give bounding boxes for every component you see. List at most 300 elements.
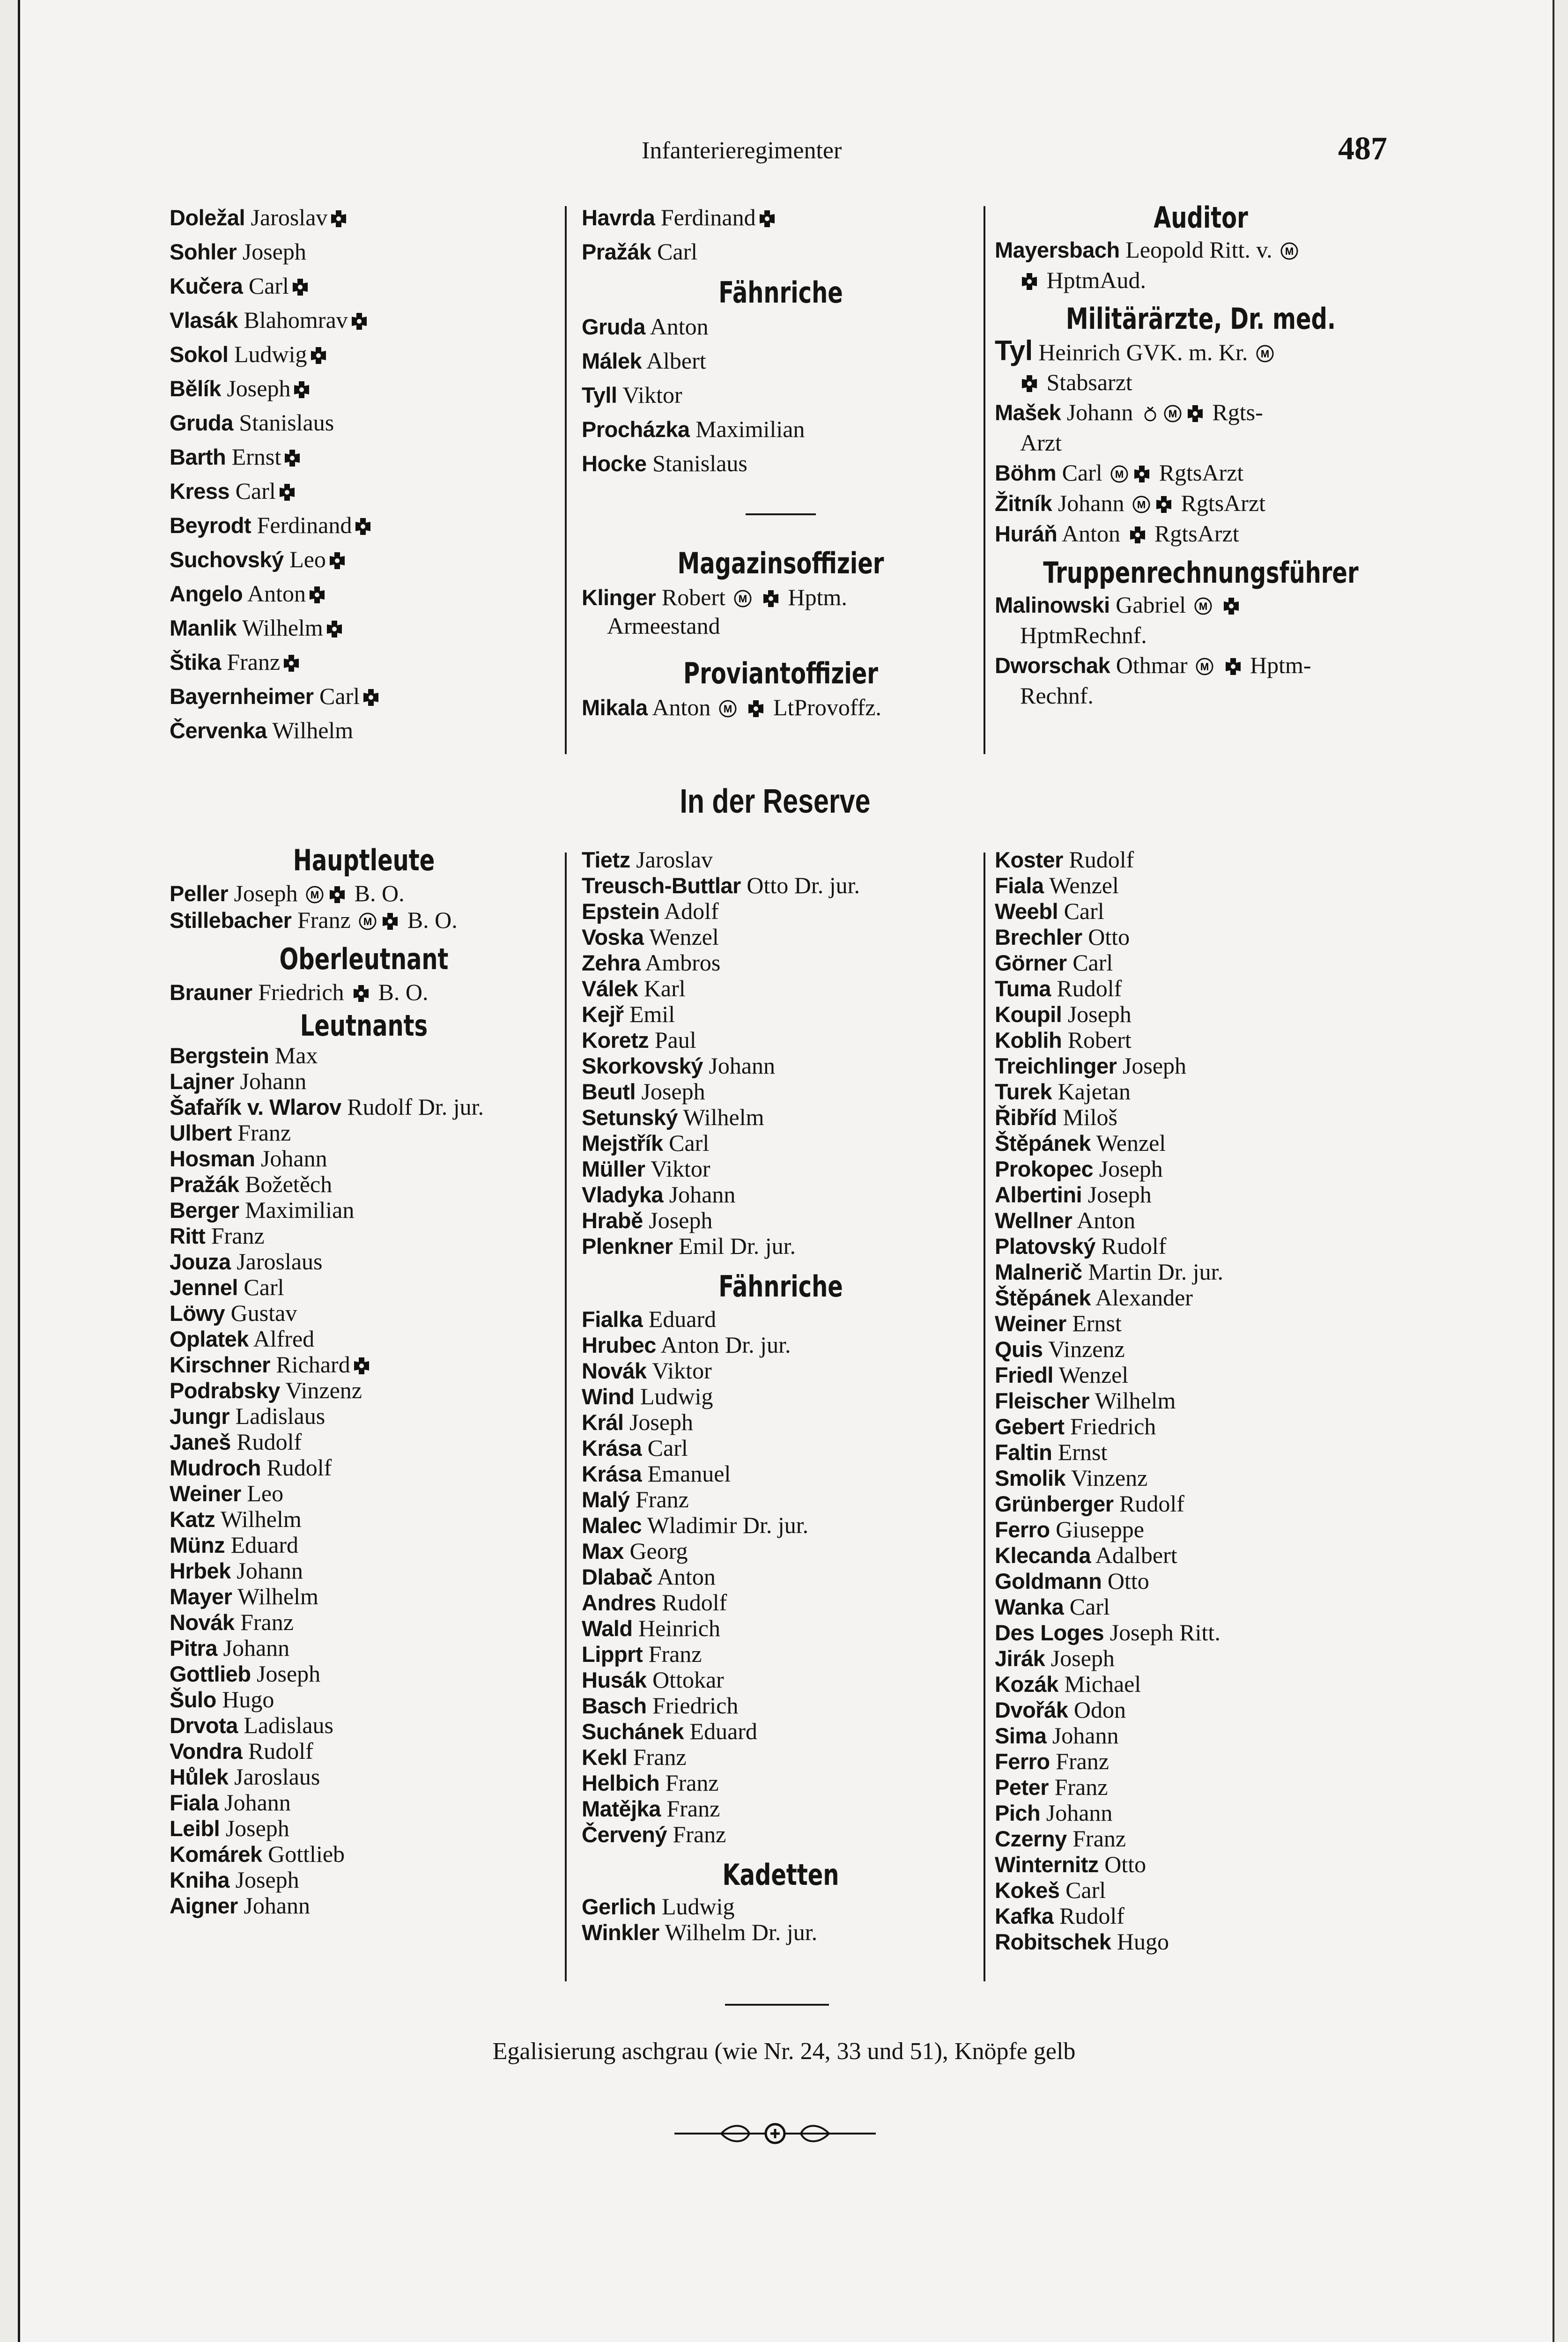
column-1-active-list [170, 200, 558, 748]
given-name: Stanislaus [233, 409, 334, 436]
list-entry [995, 1156, 1407, 1182]
given-name: Max [269, 1042, 318, 1068]
list-entry [170, 1352, 558, 1378]
merit-cross-icon [291, 278, 310, 296]
surname: Kozák [995, 1672, 1058, 1697]
list-entry [582, 898, 980, 924]
list-entry [995, 924, 1407, 950]
given-name: Eduard [225, 1532, 298, 1558]
section-heading-hauptleute: Hauptleute [293, 843, 435, 877]
medal-m-icon [1132, 495, 1151, 514]
merit-cross-icon [329, 209, 348, 228]
status: B. O. [401, 907, 458, 933]
surname: Drvota [170, 1713, 238, 1738]
merit-cross-icon [1186, 404, 1205, 423]
list-entry [582, 1487, 980, 1512]
list-entry [170, 1043, 558, 1068]
given-name: Leo [283, 546, 326, 572]
list-entry [995, 1233, 1407, 1259]
list-entry [995, 1130, 1407, 1156]
column-2-active [582, 200, 980, 725]
surname: Helbich [582, 1771, 660, 1795]
given-name: Božetěch [239, 1171, 333, 1197]
surname: Fialka [582, 1307, 643, 1332]
given-name: Albert [642, 348, 706, 374]
given-name: Vinzenz [1065, 1465, 1148, 1491]
column-rule [565, 206, 567, 754]
given-name: Carl [1064, 1593, 1110, 1620]
given-name: Emil Dr. jur. [673, 1233, 796, 1259]
list-entry [170, 406, 558, 440]
given-name: Otto [1098, 1851, 1146, 1877]
list-entry [582, 1744, 980, 1770]
rank-cont: Arzt [1020, 430, 1062, 456]
surname: Tyll [582, 383, 617, 408]
list-entry [170, 235, 558, 269]
svg-text:M: M [1260, 348, 1270, 360]
given-name: Anton [1057, 520, 1121, 547]
surname: Malinowski [995, 593, 1110, 617]
list-entry [582, 1641, 980, 1667]
given-name: Eduard [643, 1306, 717, 1332]
surname: Krása [582, 1436, 642, 1460]
list-entry [995, 898, 1407, 924]
list-entry [995, 1542, 1407, 1568]
proviant-entry [582, 690, 980, 725]
surname: Suchánek [582, 1719, 684, 1744]
given-name: Joseph [623, 1409, 694, 1435]
bell-decoration-icon [1141, 404, 1160, 423]
list-entry [582, 1719, 980, 1744]
list-entry [170, 1506, 558, 1532]
list-entry [170, 1687, 558, 1712]
list-entry [995, 1104, 1407, 1130]
section-heading-kadetten: Kadetten [722, 1858, 839, 1892]
given-name: Jaroslaus [230, 1248, 323, 1275]
surname: Jirák [995, 1646, 1045, 1671]
surname: Müller [582, 1156, 645, 1181]
surname: Janeš [170, 1430, 231, 1454]
list-entry [170, 1635, 558, 1661]
section-heading-faehnriche: Fähnriche [718, 275, 843, 310]
list-entry [995, 873, 1407, 898]
given-name: Kajetan [1052, 1078, 1131, 1104]
given-name: Joseph [636, 1078, 705, 1104]
given-name: Joseph [237, 238, 306, 265]
column-3-staff [995, 200, 1407, 711]
column-rule [984, 206, 985, 754]
list-entry [582, 378, 980, 412]
given-name: Joseph [1117, 1052, 1187, 1079]
merit-cross-icon [309, 346, 328, 365]
surname: Brechler [995, 925, 1082, 949]
surname: Skorkovský [582, 1053, 703, 1078]
given-name: Joseph [1082, 1181, 1152, 1208]
surname: Grünberger [995, 1491, 1114, 1516]
given-name: Ottokar [646, 1667, 724, 1693]
given-name: Rudolf [656, 1589, 727, 1616]
section-heading-truppenrechnungsfuehrer: Truppenrechnungsführer [1043, 556, 1359, 590]
list-entry [582, 446, 980, 481]
svg-text:M: M [363, 916, 372, 927]
given-name: Carl [229, 478, 276, 504]
column-1-reserve [170, 843, 558, 1919]
given-name: Ladislaus [229, 1403, 325, 1429]
list-entry [995, 1208, 1407, 1233]
given-name: Anton [645, 313, 709, 340]
given-name: Wilhelm [215, 1506, 302, 1532]
surname: Gottlieb [170, 1661, 251, 1686]
section-divider [725, 2004, 829, 2006]
given-name: Johann [663, 1181, 736, 1208]
merit-cross-icon [350, 312, 369, 331]
list-entry [995, 1800, 1407, 1826]
merit-cross-icon [292, 380, 311, 399]
column-3-reserve [995, 847, 1407, 1955]
section-heading-proviantoffizier: Proviantoffizier [683, 656, 878, 690]
surname: Hosman [170, 1146, 255, 1171]
reserve-heading: In der Reserve [680, 783, 871, 820]
list-entry [170, 1429, 558, 1455]
surname: Platovský [995, 1234, 1095, 1259]
list-entry [170, 1738, 558, 1764]
list-entry [582, 1156, 980, 1182]
given-name: Franz [643, 1641, 702, 1667]
given-name: Blahomrav [237, 307, 348, 333]
list-entry [170, 713, 558, 748]
surname: Koblih [995, 1028, 1062, 1052]
given-name: Otto Dr. jur. [740, 872, 860, 898]
surname: Wind [582, 1384, 635, 1409]
list-entry [582, 1409, 980, 1435]
medal-m-icon [1163, 404, 1182, 423]
merit-cross-icon [1224, 657, 1243, 676]
given-name: Martin Dr. jur. [1082, 1259, 1224, 1285]
surname: Münz [170, 1533, 225, 1557]
list-entry [995, 1671, 1407, 1697]
rank: RgtsArzt [1153, 460, 1244, 486]
merit-cross-icon [352, 1356, 371, 1375]
medal-m-icon [733, 589, 752, 608]
given-name: Ernst [1066, 1310, 1122, 1336]
given-name: Johann [234, 1068, 307, 1094]
list-entry [170, 1712, 558, 1738]
given-name: Gustav [225, 1300, 297, 1326]
surname: Doležal [170, 205, 245, 230]
surname: Pich [995, 1801, 1041, 1825]
surname: Wellner [995, 1208, 1072, 1233]
list-entry [170, 1403, 558, 1429]
given-name: Joseph [251, 1660, 321, 1687]
given-name: Viktor [646, 1357, 712, 1384]
list-entry [170, 200, 558, 235]
auditor-entry [995, 235, 1407, 295]
svg-text:M: M [1200, 661, 1209, 673]
list-entry [995, 1259, 1407, 1285]
list-entry [995, 1465, 1407, 1491]
surname: Wald [582, 1616, 633, 1641]
list-entry [582, 1079, 980, 1104]
surname: Málek [582, 348, 642, 373]
surname: Plenkner [582, 1234, 673, 1259]
list-entry [582, 1358, 980, 1384]
status: B. O. [348, 880, 405, 906]
given-name: Carl [313, 683, 360, 709]
merit-cross-icon [747, 699, 765, 718]
given-name: Wladimir Dr. jur. [642, 1512, 809, 1538]
surname: Gruda [170, 410, 233, 435]
surname: Gerlich [582, 1894, 656, 1919]
list-entry [170, 1171, 558, 1197]
surname: Pražák [170, 1172, 239, 1197]
merit-cross-icon [362, 688, 380, 707]
given-name: Odon [1068, 1697, 1126, 1723]
surname: Brauner [170, 980, 252, 1005]
surname: Hůlek [170, 1764, 229, 1789]
given-name: Anton [647, 694, 711, 720]
aerzte-entry [995, 458, 1407, 488]
surname: Žitník [995, 491, 1052, 516]
given-name: Ambros [640, 949, 721, 976]
surname: Dvořák [995, 1697, 1068, 1722]
list-entry [995, 1001, 1407, 1027]
given-name: Otto [1082, 924, 1130, 950]
given-name: Leopold Ritt. v. [1119, 237, 1272, 263]
surname: Wanka [995, 1594, 1064, 1619]
given-name: Ernst [226, 444, 281, 470]
surname: Štěpánek [995, 1285, 1091, 1310]
given-name: Joseph [229, 1867, 299, 1893]
rank: HptmAud. [1041, 267, 1146, 293]
given-name: Friedrich [646, 1692, 739, 1719]
list-entry [170, 508, 558, 542]
given-name: Franz [660, 1795, 720, 1822]
list-entry [170, 679, 558, 713]
list-entry [582, 1130, 980, 1156]
given-name: Johann [1052, 490, 1124, 516]
list-entry [582, 344, 980, 378]
list-entry [995, 1311, 1407, 1336]
given-name: Eduard [684, 1718, 757, 1744]
given-name: Carl [663, 1130, 710, 1156]
surname: Hrabě [582, 1208, 643, 1233]
surname: Koster [995, 847, 1063, 872]
surname: Bělík [170, 376, 221, 401]
list-entry [995, 1723, 1407, 1749]
given-name: Miloš [1057, 1104, 1117, 1130]
surname: Hocke [582, 451, 647, 476]
surname: Setunský [582, 1105, 678, 1130]
surname: Kejř [582, 1002, 624, 1027]
list-entry [170, 1558, 558, 1584]
surname: Stillebacher [170, 908, 292, 933]
surname: Kokeš [995, 1878, 1060, 1903]
given-name: Anton Dr. jur. [656, 1332, 791, 1358]
surname: Beyrodt [170, 513, 251, 538]
surname: Czerny [995, 1826, 1067, 1851]
surname: Mudroch [170, 1455, 261, 1480]
given-name: Johann [703, 1052, 776, 1079]
list-entry [170, 1893, 558, 1919]
rank: Rgts- [1206, 399, 1263, 425]
surname: Kress [170, 479, 230, 504]
given-name: Heinrich GVK. m. Kr. [1032, 339, 1248, 365]
given-name: Rudolf [1053, 1903, 1124, 1929]
given-name: Wilhelm [266, 717, 354, 743]
aerzte-entry [995, 336, 1407, 397]
list-entry [995, 1414, 1407, 1439]
list-entry [995, 1517, 1407, 1542]
given-name: Joseph Ritt. [1104, 1619, 1220, 1645]
surname: Albertini [995, 1182, 1082, 1207]
given-name: Giuseppe [1050, 1516, 1144, 1542]
list-entry [170, 611, 558, 645]
surname: Mayer [170, 1584, 232, 1609]
surname: Smolik [995, 1466, 1066, 1490]
list-entry [582, 1894, 980, 1920]
given-name: Franz [1049, 1774, 1108, 1800]
surname: Král [582, 1410, 624, 1435]
list-entry [995, 1903, 1407, 1929]
given-name: Othmar [1110, 652, 1188, 678]
status: B. O. [372, 979, 429, 1005]
surname: Turek [995, 1079, 1052, 1104]
rank: Hptm- [1244, 652, 1311, 678]
surname: Gruda [582, 314, 645, 339]
medal-m-icon [718, 699, 737, 718]
merit-cross-icon [328, 885, 347, 904]
surname: Prokopec [995, 1156, 1094, 1181]
merit-cross-icon [762, 589, 780, 608]
list-entry [170, 1481, 558, 1506]
rank: HptmRechnf. [1020, 622, 1147, 648]
list-entry [582, 1306, 980, 1332]
truppen-entry [995, 650, 1407, 711]
surname: Andres [582, 1590, 656, 1615]
list-entry [170, 1532, 558, 1558]
list-entry [995, 1182, 1407, 1208]
running-header: Infanterieregimenter [642, 137, 842, 164]
list-entry [995, 1697, 1407, 1723]
surname: Vladyka [582, 1182, 664, 1207]
merit-cross-icon [354, 517, 372, 536]
surname: Mayersbach [995, 237, 1120, 262]
given-name: Wenzel [643, 924, 719, 950]
surname: Berger [170, 1198, 239, 1223]
list-entry [582, 1616, 980, 1641]
list-entry [582, 1384, 980, 1409]
given-name: Rudolf Dr. jur. [341, 1094, 484, 1120]
surname: Sohler [170, 239, 237, 264]
merit-cross-icon [325, 620, 344, 638]
merit-cross-icon [1020, 272, 1039, 291]
given-name: Franz [291, 907, 351, 933]
list-entry [582, 1796, 980, 1822]
footer-note: Egalisierung aschgrau (wie Nr. 24, 33 und 51), Knöpfe gelb [492, 2038, 1076, 2065]
list-entry [995, 950, 1407, 976]
given-name: Hugo [1111, 1928, 1169, 1955]
list-entry [582, 1027, 980, 1053]
surname: Jouza [170, 1249, 231, 1274]
surname: Novák [582, 1358, 647, 1383]
given-name: Maximilian [689, 416, 805, 442]
medal-m-icon [358, 912, 377, 931]
surname: Koretz [582, 1028, 649, 1052]
given-name: Joseph [1093, 1156, 1163, 1182]
surname: Max [582, 1539, 624, 1564]
given-name: Franz [667, 1821, 726, 1847]
surname: Kekl [582, 1745, 628, 1770]
surname: Řibříd [995, 1105, 1057, 1130]
list-entry [170, 1275, 558, 1300]
given-name: Stanislaus [646, 450, 747, 476]
surname: Suchovský [170, 547, 284, 572]
surname: Červený [582, 1822, 667, 1847]
list-entry [170, 542, 558, 577]
surname: Katz [170, 1507, 215, 1532]
section-heading-reserve-faehnriche: Fähnriche [718, 1269, 843, 1304]
given-name: Ladislaus [237, 1712, 334, 1738]
surname: Aigner [170, 1893, 238, 1918]
given-name: Joseph [643, 1207, 713, 1233]
column-rule [984, 852, 985, 1981]
surname: Procházka [582, 417, 690, 442]
list-entry [170, 1197, 558, 1223]
hauptmann-entry [170, 907, 558, 934]
merit-cross-icon [1128, 526, 1147, 544]
given-name: Ernst [1052, 1439, 1108, 1465]
surname: Peller [170, 881, 229, 906]
list-entry [170, 1223, 558, 1249]
merit-cross-icon [283, 449, 302, 467]
merit-cross-icon [328, 551, 347, 570]
given-name: Johann [1040, 1800, 1113, 1826]
given-name: Wilhelm [232, 1583, 318, 1609]
surname: Pitra [170, 1636, 217, 1660]
given-name: Joseph [228, 880, 298, 906]
rank: Hptm. [782, 584, 847, 610]
surname: Voska [582, 925, 644, 949]
given-name: Johann [255, 1145, 327, 1171]
given-name: Carl [1058, 898, 1104, 924]
list-entry [582, 847, 980, 873]
section-divider [746, 513, 816, 515]
surname: Weiner [170, 1481, 241, 1506]
list-entry [170, 1584, 558, 1609]
page-number: 487 [1338, 131, 1387, 167]
surname: Vondra [170, 1739, 243, 1764]
list-entry [582, 1564, 980, 1590]
column-rule [565, 852, 567, 1981]
surname: Barth [170, 445, 226, 469]
surname: Peter [995, 1775, 1049, 1800]
surname: Quis [995, 1337, 1043, 1362]
list-entry [170, 1841, 558, 1867]
list-entry [170, 1790, 558, 1816]
list-entry [170, 1816, 558, 1841]
list-entry [582, 1182, 980, 1208]
merit-cross-icon [1020, 374, 1039, 393]
list-entry [582, 1208, 980, 1233]
list-entry [170, 1378, 558, 1403]
surname: Leibl [170, 1816, 220, 1841]
list-entry [995, 1929, 1407, 1955]
surname: Basch [582, 1693, 647, 1718]
surname: Hrbek [170, 1558, 231, 1583]
list-entry [582, 1461, 980, 1487]
hauptmann-entry [170, 880, 558, 907]
given-name: Viktor [645, 1156, 710, 1182]
